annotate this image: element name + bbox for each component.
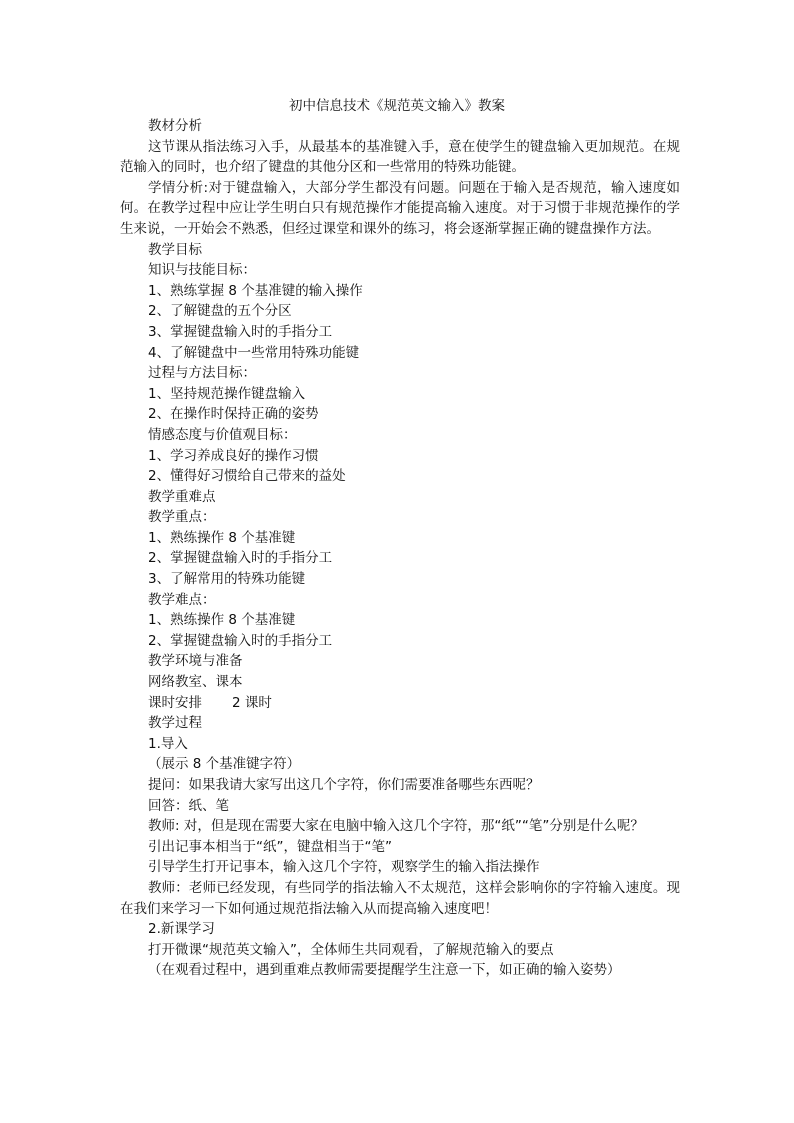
subheading: 教学重点： [148,509,216,526]
section-heading: 教材分析 [148,118,202,134]
list-item: 3、掌握键盘输入时的手指分工 [148,323,333,340]
paragraph-line: 引导学生打开记事本，输入这几个字符，观察学生的输入指法操作 [148,859,540,876]
document-title: 初中信息技术《规范英文输入》教案 [289,98,505,114]
section-heading: 教学环境与准备 [148,653,243,670]
paragraph-line: 提问：如果我请大家写出这几个字符，你们需要准备哪些东西呢？ [148,777,540,793]
section-heading: 教学目标 [148,241,202,258]
list-item: 1、熟练掌握 8 个基准键的输入操作 [148,282,363,299]
section-heading: 教学重难点 [148,488,216,505]
paragraph: 教师：老师已经发现，有些同学的指法输入不太规范，这样会影响你的字符输入速度。现在我们来学习一下如何通过规范指法输入从而提高输入速度吧！ [120,879,680,917]
subheading: 1.导入 [148,735,188,752]
paragraph-line: 回答：纸、笔 [148,797,229,814]
list-item: 2、懂得好习惯给自己带来的益处 [148,468,346,485]
paragraph: 学情分析:对于键盘输入，大部分学生都没有问题。问题在于输入是否规范，输入速度如何。在教学过程中应让学生明白只有规范操作才能提高输入速度。对于习惯于非规范操作的学生来说，一开始会不熟悉，但经过课堂和课外的练习，将会逐渐掌握正确的键盘操作方法。 [120,179,680,237]
section-heading: 教学过程 [148,715,202,732]
paragraph-line: （展示 8 个基准键字符） [148,756,301,773]
list-item: 1、坚持规范操作键盘输入 [148,385,306,402]
list-item: 2、掌握键盘输入时的手指分工 [148,632,333,649]
list-item: 1、熟练操作 8 个基准键 [148,612,296,629]
subheading: 过程与方法目标： [148,365,256,382]
subheading: 2.新课学习 [148,921,215,938]
paragraph-line: 网络教室、课本 [148,674,243,691]
list-item: 1、学习养成良好的操作习惯 [148,447,319,464]
paragraph-line: 打开微课“规范英文输入”，全体师生共同观看，了解规范输入的要点 [148,941,554,958]
paragraph-line: （在观看过程中，遇到重难点教师需要提醒学生注意一下，如正确的输入姿势） [148,962,621,979]
list-item: 4、了解键盘中一些常用特殊功能键 [148,344,360,361]
list-item: 3、了解常用的特殊功能键 [148,571,306,588]
subheading: 教学难点： [148,591,216,608]
paragraph: 这节课从指法练习入手，从最基本的基准键入手，意在使学生的键盘输入更加规范。在规范输入的同时，也介绍了键盘的其他分区和一些常用的特殊功能键。 [120,138,680,176]
paragraph-line: 教师: 对，但是现在需要大家在电脑中输入这几个字符，那“纸”“笔”分别是什么呢？ [148,818,644,835]
paragraph-line: 课时安排 2 课时 [148,694,272,711]
list-item: 2、在操作时保持正确的姿势 [148,406,319,423]
list-item: 2、掌握键盘输入时的手指分工 [148,550,333,567]
document-body [120,116,680,981]
list-item: 2、了解键盘的五个分区 [148,303,292,320]
subheading: 情感态度与价值观目标： [148,426,297,443]
subheading: 知识与技能目标： [148,262,256,279]
paragraph-line: 引出记事本相当于“纸”，键盘相当于“笔” [148,838,392,855]
list-item: 1、熟练操作 8 个基准键 [148,529,296,546]
